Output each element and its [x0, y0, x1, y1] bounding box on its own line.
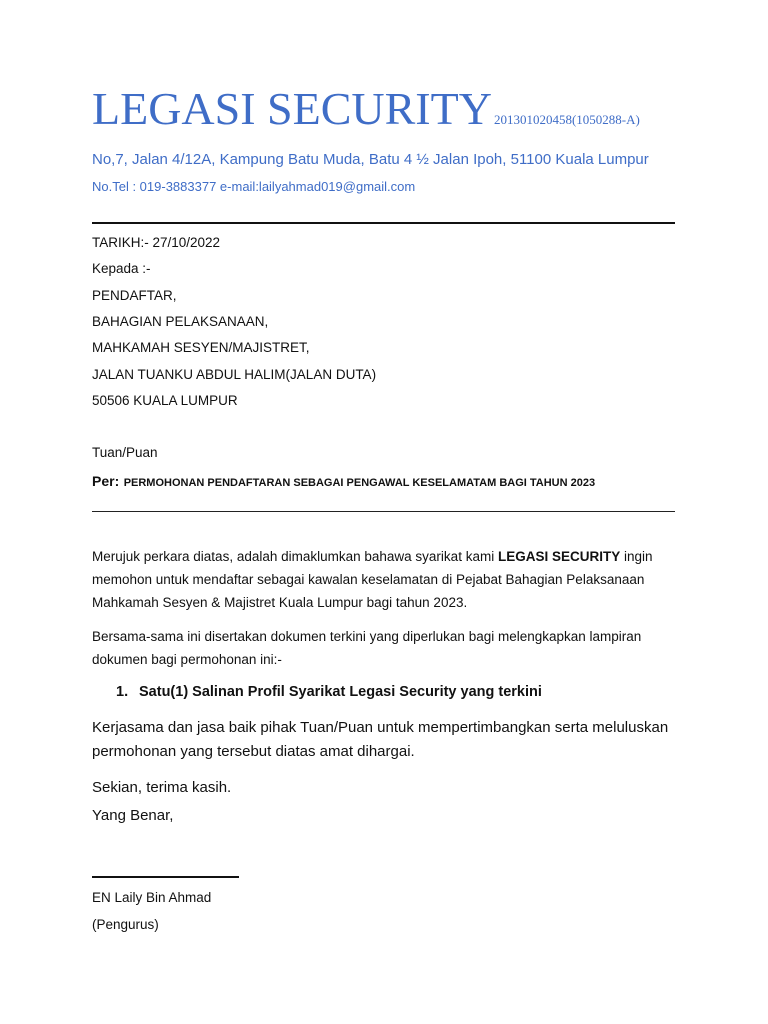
- subject-line: [92, 473, 595, 491]
- to-label: Kepada :-: [92, 261, 151, 276]
- closing-thanks: Sekian, terima kasih.: [92, 779, 232, 796]
- list-number: 1.: [116, 684, 129, 700]
- closing-sign-off: Yang Benar,: [92, 807, 174, 824]
- recipient-line: MAHKAMAH SESYEN/MAJISTRET,: [92, 340, 310, 355]
- list-text: Satu(1) Salinan Profil Syarikat Legasi Security yang terkini: [139, 684, 542, 700]
- company-contact: No.Tel : 019-3883377 e-mail:lailyahmad019@gmail.com: [92, 179, 416, 194]
- closing-block: [92, 776, 692, 828]
- recipient-line: PENDAFTAR,: [92, 288, 177, 303]
- subject-label: Per:: [92, 473, 120, 489]
- company-name: LEGASI SECURITY 201301020458(1050288-A): [92, 83, 640, 134]
- body-paragraph-1: Merujuk perkara diatas, adalah dimaklumkan bahawa syarikat kami LEGASI SECURITY ingin memohon untuk mendaftar sebagai kawalan keselamatan di Pejabat Bahagian Pelaksanaan Mahkamah Sesyen & Majistret Kuala Lumpur bagi tahun 2023.: [92, 549, 653, 610]
- signature-line: [92, 876, 239, 878]
- recipient-line: 50506 KUALA LUMPUR: [92, 393, 238, 408]
- company-address: No,7, Jalan 4/12A, Kampung Batu Muda, Batu 4 ½ Jalan Ipoh, 51100 Kuala Lumpur: [92, 151, 649, 168]
- subject-text: PERMOHONAN PENDAFTARAN SEBAGAI PENGAWAL KESELAMATAM BAGI TAHUN 2023: [123, 477, 596, 489]
- salutation: Tuan/Puan: [92, 445, 158, 460]
- signer-title: (Pengurus): [92, 917, 159, 932]
- recipient-line: JALAN TUANKU ABDUL HALIM(JALAN DUTA): [92, 367, 377, 382]
- date-line: TARIKH:- 27/10/2022: [92, 235, 221, 250]
- registration-number: 201301020458(1050288-A): [493, 112, 640, 127]
- signer-name: EN Laily Bin Ahmad: [92, 890, 212, 905]
- company-name-inline: LEGASI SECURITY: [497, 549, 621, 564]
- letterhead-divider: [92, 222, 675, 224]
- recipient-line: BAHAGIAN PELAKSANAAN,: [92, 314, 269, 329]
- subject-divider: [92, 511, 675, 512]
- body-paragraph-2: Bersama-sama ini disertakan dokumen terkini yang diperlukan bagi melengkapkan lampiran dokumen bagi permohonan ini:-: [92, 629, 642, 667]
- attachment-list-item: [116, 684, 542, 700]
- body-paragraph-3: Kerjasama dan jasa baik pihak Tuan/Puan untuk mempertimbangkan serta meluluskan permohonan yang tersebut diatas amat dihargai.: [92, 719, 669, 760]
